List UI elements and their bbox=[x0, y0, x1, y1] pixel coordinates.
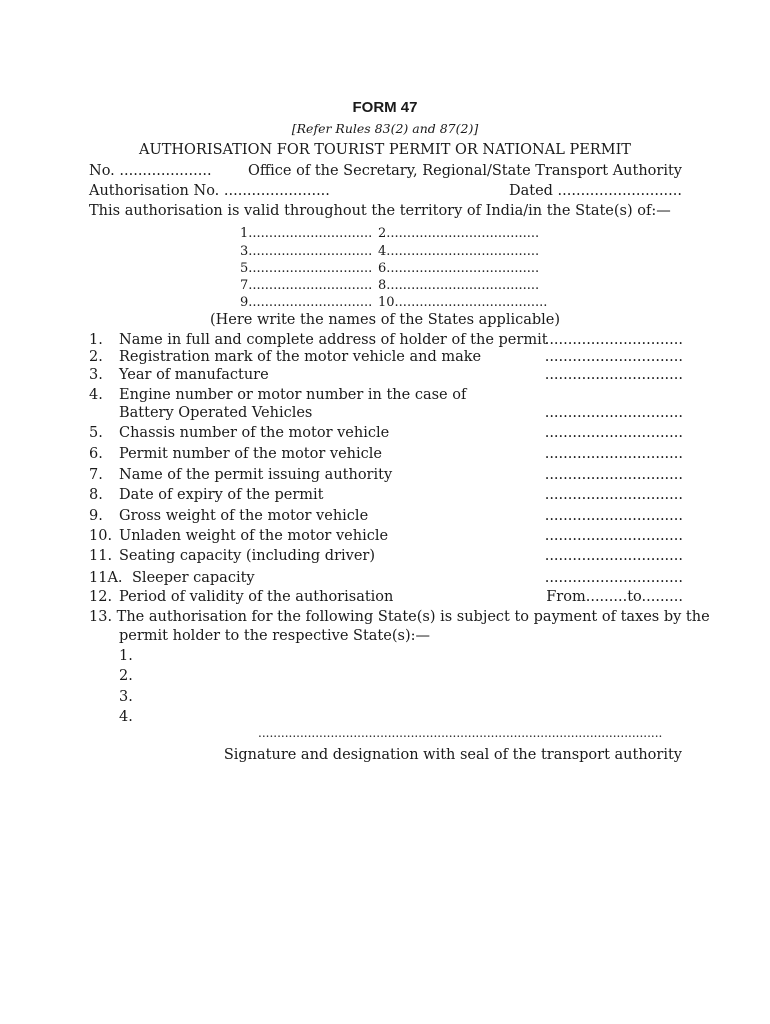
rule-reference: [Refer Rules 83(2) and 87(2)] bbox=[291, 121, 479, 136]
state-slot: 4..................................... bbox=[378, 244, 540, 259]
item-number: 6. bbox=[89, 446, 103, 462]
item-number: 4. bbox=[89, 387, 103, 403]
tax-state-entry: 4. bbox=[119, 709, 133, 725]
item-label: Chassis number of the motor vehicle bbox=[119, 425, 390, 441]
item-value: .............................. bbox=[544, 487, 683, 503]
authorisation-no-field: Authorisation No. ....................... bbox=[89, 183, 330, 199]
item-number: 5. bbox=[89, 425, 103, 441]
item-label: Seating capacity (including driver) bbox=[119, 548, 376, 564]
item-label: Permit number of the motor vehicle bbox=[119, 446, 382, 462]
item-number: 11A. bbox=[89, 570, 123, 586]
item-number: 3. bbox=[89, 367, 103, 383]
state-slot: 2..................................... bbox=[378, 226, 540, 241]
state-slot: 1.............................. bbox=[240, 226, 373, 241]
tax-state-entry: 3. bbox=[119, 689, 133, 705]
item-13-text: 13. The authorisation for the following State(s) is subject to payment of taxes by the bbox=[89, 609, 710, 625]
item-value: .............................. bbox=[544, 425, 683, 441]
signature-line: .......................................................................................................... bbox=[258, 727, 663, 739]
item-number: 1. bbox=[89, 332, 103, 348]
item-label: Name of the permit issuing authority bbox=[119, 467, 393, 483]
state-slot: 8..................................... bbox=[378, 278, 540, 293]
item-value: .............................. bbox=[544, 467, 683, 483]
item-number: 10. bbox=[89, 528, 113, 544]
item-number: 7. bbox=[89, 467, 103, 483]
item-label: Year of manufacture bbox=[119, 367, 269, 383]
item-label: Gross weight of the motor vehicle bbox=[119, 508, 369, 524]
state-slot: 6..................................... bbox=[378, 261, 540, 276]
item-label-continued: Battery Operated Vehicles bbox=[119, 405, 313, 421]
item-label: Name in full and complete address of holder of the permit bbox=[119, 332, 548, 348]
state-slot: 7.............................. bbox=[240, 278, 373, 293]
form-title: AUTHORISATION FOR TOURIST PERMIT OR NATIONAL PERMIT bbox=[139, 142, 631, 158]
item-number: 12. bbox=[89, 589, 113, 605]
item-label: Unladen weight of the motor vehicle bbox=[119, 528, 389, 544]
item-value: .............................. bbox=[544, 332, 683, 348]
item-value: .............................. bbox=[544, 367, 683, 383]
tax-state-entry: 1. bbox=[119, 648, 133, 664]
state-slot: 3.............................. bbox=[240, 244, 373, 259]
item-number: 2. bbox=[89, 349, 103, 365]
item-value: .............................. bbox=[544, 349, 683, 365]
signature-label: Signature and designation with seal of the transport authority bbox=[223, 747, 682, 763]
tax-state-entry: 2. bbox=[119, 668, 133, 684]
state-slot: 5.............................. bbox=[240, 261, 373, 276]
item-label: Date of expiry of the permit bbox=[119, 487, 324, 503]
item-value: .............................. bbox=[544, 508, 683, 524]
item-label: Sleeper capacity bbox=[132, 570, 255, 586]
item-number: 11. bbox=[89, 548, 113, 564]
item-label: Registration mark of the motor vehicle and make bbox=[119, 349, 482, 365]
item-number: 8. bbox=[89, 487, 103, 503]
item-value: .............................. bbox=[544, 570, 683, 586]
no-field: No. .................... bbox=[89, 163, 212, 179]
item-number: 9. bbox=[89, 508, 103, 524]
item-value: .............................. bbox=[544, 446, 683, 462]
item-value: .............................. bbox=[544, 548, 683, 564]
states-note: (Here write the names of the States applicable) bbox=[209, 312, 561, 328]
item-value: .............................. bbox=[544, 405, 683, 421]
dated-field: Dated ........................... bbox=[508, 183, 682, 199]
item-label: Engine number or motor number in the case of bbox=[119, 387, 467, 403]
item-13-text-continued: permit holder to the respective State(s):— bbox=[119, 628, 430, 644]
item-label: Period of validity of the authorisation bbox=[119, 589, 394, 605]
office-label: Office of the Secretary, Regional/State Transport Authority bbox=[247, 163, 682, 179]
state-slot: 10..................................... bbox=[378, 295, 548, 310]
state-slot: 9.............................. bbox=[240, 295, 373, 310]
validity-statement: This authorisation is valid throughout the territory of India/in the State(s) of:— bbox=[89, 203, 671, 219]
item-value: .............................. bbox=[544, 528, 683, 544]
validity-period-value: From.........to......... bbox=[546, 589, 683, 605]
form-number: FORM 47 bbox=[352, 99, 418, 116]
